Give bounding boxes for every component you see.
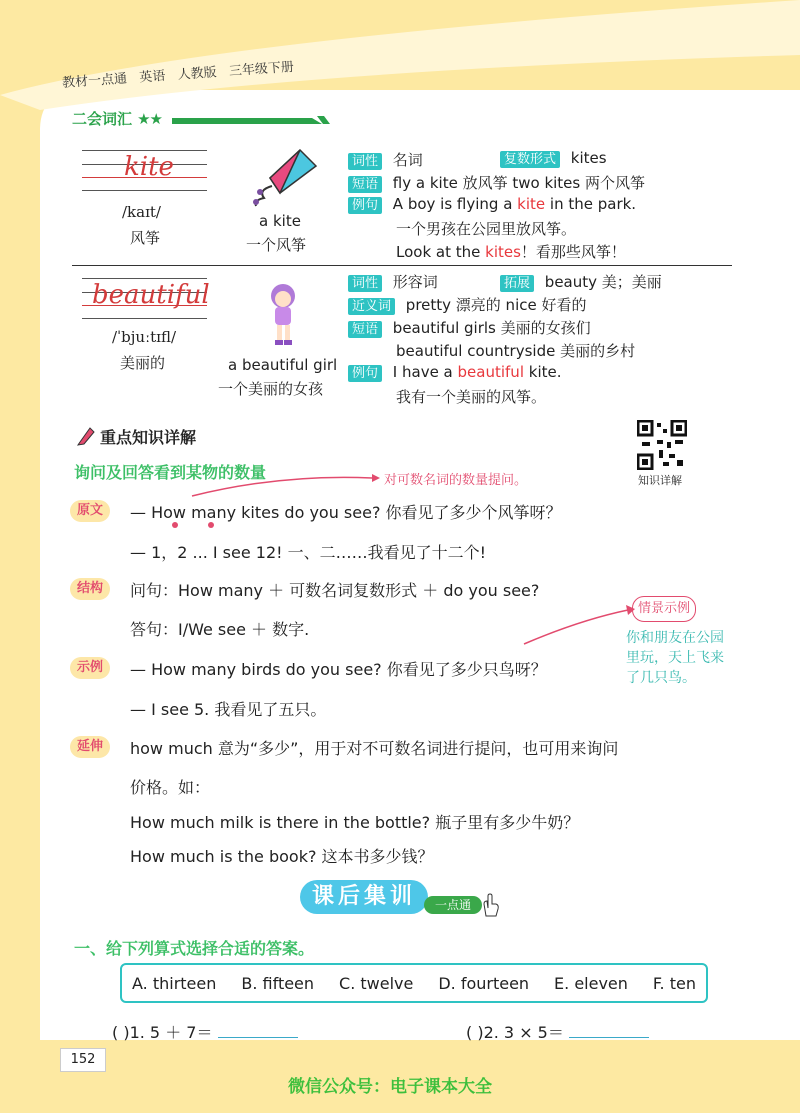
kite-image <box>240 148 320 208</box>
tag-pos: 词性 <box>348 275 382 292</box>
kite-example-2: Look at the kites！看那些风筝！ <box>396 243 626 261</box>
beautiful-example-row: 例句 I have a beautiful kite. <box>348 363 561 382</box>
beautiful-phrase-2: beautiful countryside 美丽的乡村 <box>396 342 636 360</box>
pencil-icon <box>76 424 96 446</box>
edition: 人教版 <box>177 65 218 83</box>
exercise-item-1: ( )1. 5 ＋ 7＝ <box>112 1020 298 1043</box>
option-f: F. ten <box>652 973 696 993</box>
tag-pos: 词性 <box>348 153 382 170</box>
girl-image <box>258 282 308 348</box>
structure-answer: 答句：I/We see ＋ 数字. <box>130 620 310 639</box>
practice-banner: 课后集训 <box>300 880 428 914</box>
beautiful-extend-row: 拓展 beauty 美；美丽 <box>500 271 662 292</box>
answer-blank-1[interactable] <box>218 1036 298 1038</box>
wechat-watermark: 微信公众号：电子课本大全 <box>288 1077 492 1097</box>
tag-synonym: 近义词 <box>348 298 395 315</box>
label-extend: 延伸 <box>70 736 110 758</box>
option-b: B. fifteen <box>241 973 315 993</box>
extend-line-3: How much milk is there in the bottle? 瓶子里有多少牛奶？ <box>130 813 580 832</box>
option-e: E. eleven <box>554 973 628 993</box>
options-box <box>120 963 708 1003</box>
exercise-item-2: ( )2. 3 × 5＝ <box>466 1020 649 1043</box>
kite-example-row: 例句 A boy is flying a kite in the park. <box>348 195 636 214</box>
title-underline <box>172 114 332 126</box>
row-divider <box>72 265 732 266</box>
kite-example-cn: 一个男孩在公园里放风筝。 <box>396 220 577 238</box>
label-original: 原文 <box>70 500 110 522</box>
key-points-title: 重点知识详解 <box>100 428 197 447</box>
stress-dot <box>208 522 214 528</box>
book-name: 教材一点通 <box>61 71 128 91</box>
note-arrow <box>190 470 380 500</box>
beautiful-example-cn: 我有一个美丽的风筝。 <box>396 388 547 406</box>
original-question: — How many kites do you see? 你看见了多少个风筝呀？ <box>130 503 562 522</box>
tag-extend: 拓展 <box>500 275 534 292</box>
kite-pos-row: 词性 名词 <box>348 149 423 170</box>
example-answer: — I see 5. 我看见了五只。 <box>130 700 327 719</box>
arrow-note: 对可数名词的数量提问。 <box>384 473 528 488</box>
meaning-kite: 风筝 <box>130 229 161 247</box>
extend-line-2: 价格。如： <box>130 778 211 797</box>
pic-caption-cn-kite: 一个风筝 <box>246 236 307 254</box>
phonetic-beautiful: /ˈbjuːtɪfl/ <box>112 328 177 346</box>
original-answer: — 1，2 ... I see 12! 一、二……我看见了十二个! <box>130 543 487 562</box>
tag-plural: 复数形式 <box>500 151 560 168</box>
option-d: D. fourteen <box>438 973 530 993</box>
scene-badge: 情景示例 <box>632 596 696 622</box>
meaning-beautiful: 美丽的 <box>120 354 166 372</box>
option-c: C. twelve <box>339 973 414 993</box>
practice-banner-sub: 一点通 <box>424 896 482 914</box>
pic-caption-cn-girl: 一个美丽的女孩 <box>218 380 324 398</box>
scene-text: 你和朋友在公园 里玩，天上飞来 了几只鸟。 <box>626 630 724 686</box>
tag-example: 例句 <box>348 365 382 382</box>
stars: ★★ <box>137 110 163 128</box>
exercise-1-title: 一、给下列算式选择合适的答案。 <box>74 939 315 958</box>
tag-phrase: 短语 <box>348 321 382 338</box>
word-beautiful: beautiful <box>92 280 210 310</box>
subject: 英语 <box>138 68 166 86</box>
word-kite: kite <box>124 152 174 182</box>
kite-phrase-row: 短语 fly a kite 放风筝 two kites 两个风筝 <box>348 172 645 193</box>
vocab-section-title: 二会词汇 ★★ <box>72 110 163 128</box>
page-number: 152 <box>60 1048 106 1072</box>
extend-line-1: how much 意为“多少”，用于对不可数名词进行提问，也可用来询问 <box>130 739 619 758</box>
beautiful-synonym-row: 近义词 pretty 漂亮的 nice 好看的 <box>348 294 586 315</box>
tag-phrase: 短语 <box>348 176 382 193</box>
tag-example: 例句 <box>348 197 382 214</box>
option-a: A. thirteen <box>132 973 217 993</box>
example-question: — How many birds do you see? 你看见了多少只鸟呀？ <box>130 660 547 679</box>
stress-dot <box>172 522 178 528</box>
scene-arrow <box>520 600 640 650</box>
qr-code-icon[interactable] <box>637 420 687 470</box>
grade: 三年级下册 <box>228 59 295 80</box>
pic-caption-en-kite: a kite <box>259 212 301 230</box>
label-structure: 结构 <box>70 578 110 600</box>
beautiful-phrase-row: 短语 beautiful girls 美丽的女孩们 <box>348 317 591 338</box>
qr-caption: 知识详解 <box>638 474 682 487</box>
kite-plural-row: 复数形式 kites <box>500 149 607 168</box>
beautiful-pos-row: 词性 形容词 <box>348 271 438 292</box>
extend-line-4: How much is the book? 这本书多少钱？ <box>130 847 434 866</box>
phonetic-kite: /kaɪt/ <box>122 203 161 221</box>
structure-question: 问句：How many ＋ 可数名词复数形式 ＋ do you see? <box>130 581 540 600</box>
key-point-heading: 询问及回答看到某物的数量 <box>74 463 267 482</box>
label-example: 示例 <box>70 657 110 679</box>
hand-click-icon <box>478 892 502 918</box>
answer-blank-2[interactable] <box>569 1036 649 1038</box>
pic-caption-en-girl: a beautiful girl <box>228 356 338 374</box>
